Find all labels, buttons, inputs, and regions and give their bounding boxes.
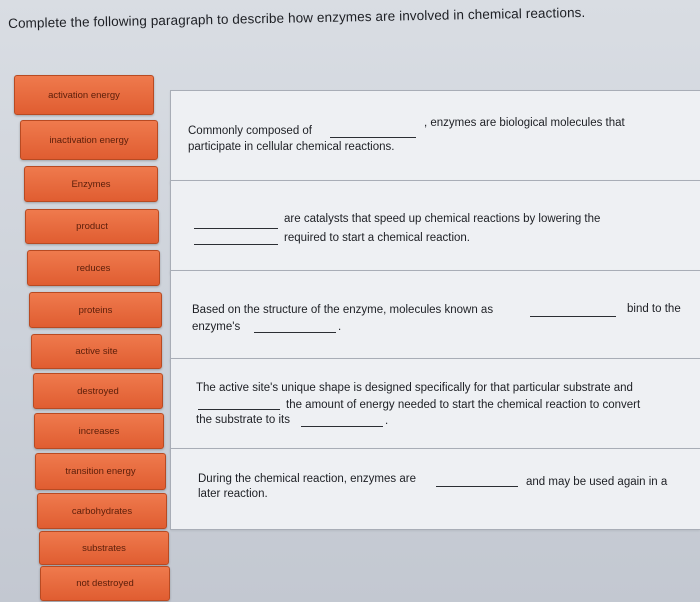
bank-item-active-site[interactable]: active site [31, 334, 162, 369]
q2-text-line2: required to start a chemical reaction. [284, 232, 471, 244]
q4-text-period: . [385, 415, 389, 427]
question-panel-2 [170, 180, 700, 274]
q3-drop-blank-2[interactable] [254, 332, 336, 333]
q5-text-start: During the chemical reaction, enzymes are [198, 473, 416, 485]
q1-text-end: , enzymes are biological molecules that [424, 117, 625, 129]
bank-item-transition-energy[interactable]: transition energy [35, 453, 166, 490]
bank-item-reduces[interactable]: reduces [27, 250, 160, 286]
q3-text-period: . [338, 321, 342, 333]
instruction-text: Complete the following paragraph to describe how enzymes are involved in chemical reactions. [8, 4, 586, 31]
bank-item-activation-energy[interactable]: activation energy [14, 75, 154, 115]
bank-item-not-destroyed[interactable]: not destroyed [40, 566, 170, 601]
q1-text-start: Commonly composed of [188, 125, 312, 137]
bank-item-inactivation-energy[interactable]: inactivation energy [20, 120, 158, 160]
bank-item-proteins[interactable]: proteins [29, 292, 162, 328]
q5-drop-blank[interactable] [436, 486, 518, 487]
bank-item-destroyed[interactable]: destroyed [33, 373, 163, 409]
q4-text-line2: the amount of energy needed to start the chemical reaction to convert [286, 399, 641, 411]
q4-text-line3: the substrate to its [196, 414, 290, 426]
q2-drop-blank-2[interactable] [194, 244, 278, 245]
q4-drop-blank-1[interactable] [198, 409, 280, 410]
q3-drop-blank-1[interactable] [530, 316, 616, 317]
q4-drop-blank-2[interactable] [301, 426, 383, 427]
bank-item-enzymes[interactable]: Enzymes [24, 166, 158, 202]
bank-item-substrates[interactable]: substrates [39, 531, 169, 565]
q5-text-line2: later reaction. [198, 488, 268, 500]
q1-drop-blank[interactable] [330, 137, 416, 138]
q5-text-end: and may be used again in a [526, 476, 668, 488]
bank-item-product[interactable]: product [25, 209, 159, 244]
q1-text-line2: participate in cellular chemical reactions. [188, 141, 395, 153]
bank-item-carbohydrates[interactable]: carbohydrates [37, 493, 167, 529]
q3-text-end: bind to the [627, 303, 681, 315]
q2-drop-blank-1[interactable] [194, 228, 278, 229]
bank-item-increases[interactable]: increases [34, 413, 164, 449]
q3-text-line2: enzyme's [192, 321, 241, 333]
q2-text-line1: are catalysts that speed up chemical reactions by lowering the [284, 213, 601, 225]
q3-text-start: Based on the structure of the enzyme, molecules known as [192, 304, 494, 316]
q4-text-line1: The active site's unique shape is designed specifically for that particular substrate and [196, 382, 633, 394]
